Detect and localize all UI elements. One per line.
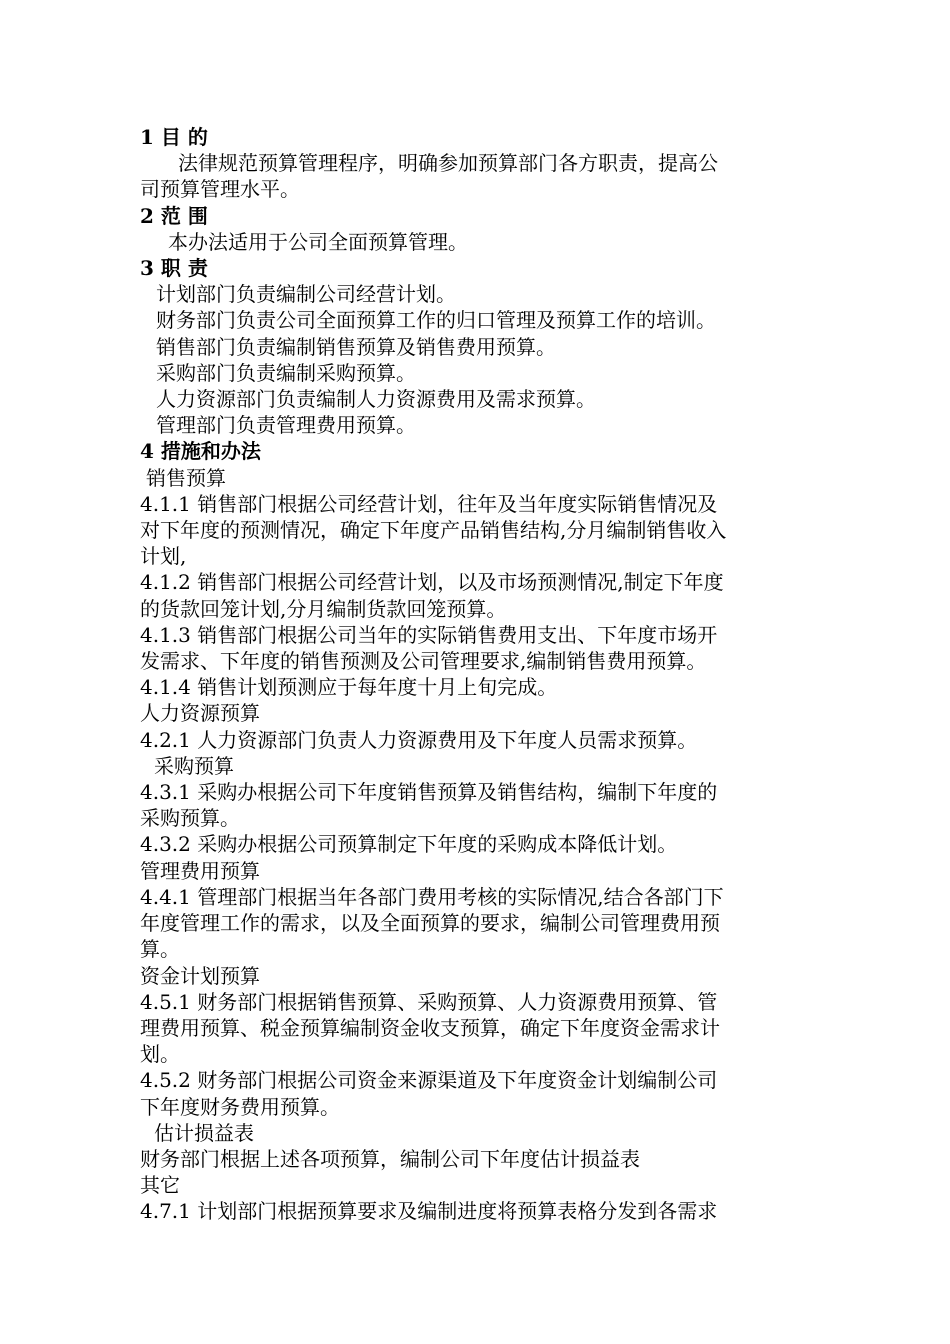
document-body xyxy=(140,124,808,1225)
paragraph-line: 4.1.2 销售部门根据公司经营计划，以及市场预测情况,制定下年度 xyxy=(140,570,724,595)
paragraph-line: 4.1.3 销售部门根据公司当年的实际销售费用支出、下年度市场开 xyxy=(140,622,718,647)
subsection-heading: 销售预算 xyxy=(146,465,226,490)
paragraph-line: 4.1.4 销售计划预测应于每年度十月上旬完成。 xyxy=(140,675,558,700)
paragraph-line: 本办法适用于公司全面预算管理。 xyxy=(168,229,468,254)
paragraph-line: 法律规范预算管理程序，明确参加预算部门各方职责，提高公 xyxy=(178,151,718,176)
subsection-heading: 资金计划预算 xyxy=(140,963,260,988)
paragraph-line: 计划, xyxy=(140,544,187,569)
subsection-heading: 其它 xyxy=(140,1173,180,1198)
subsection-heading: 管理费用预算 xyxy=(140,858,260,883)
paragraph-line: 4.5.1 财务部门根据销售预算、采购预算、人力资源费用预算、管 xyxy=(140,989,718,1014)
paragraph-line: 对下年度的预测情况，确定下年度产品销售结构,分月编制销售收入 xyxy=(140,518,727,543)
list-item: 销售部门负责编制销售预算及销售费用预算。 xyxy=(156,334,556,359)
paragraph-line: 4.2.1 人力资源部门负责人力资源费用及下年度人员需求预算。 xyxy=(140,727,698,752)
paragraph-line: 4.3.2 采购办根据公司预算制定下年度的采购成本降低计划。 xyxy=(140,832,678,857)
paragraph-line: 4.5.2 财务部门根据公司资金来源渠道及下年度资金计划编制公司 xyxy=(140,1068,718,1093)
paragraph-line: 采购预算。 xyxy=(140,806,240,831)
paragraph-line: 4.4.1 管理部门根据当年各部门费用考核的实际情况,结合各部门下 xyxy=(140,884,724,909)
list-item: 人力资源部门负责编制人力资源费用及需求预算。 xyxy=(156,387,596,412)
section-heading-purpose: 1 目 的 xyxy=(140,125,208,149)
list-item: 计划部门负责编制公司经营计划。 xyxy=(156,282,456,307)
subsection-heading: 估计损益表 xyxy=(154,1120,254,1145)
paragraph-line: 司预算管理水平。 xyxy=(140,177,300,202)
paragraph-line: 4.3.1 采购办根据公司下年度销售预算及销售结构，编制下年度的 xyxy=(140,780,718,805)
section-heading-measures: 4 措施和办法 xyxy=(140,439,261,464)
paragraph-line: 财务部门根据上述各项预算，编制公司下年度估计损益表 xyxy=(140,1146,640,1171)
subsection-heading: 采购预算 xyxy=(154,753,234,778)
paragraph-line: 的货款回笼计划,分月编制货款回笼预算。 xyxy=(140,596,507,621)
paragraph-line: 4.1.1 销售部门根据公司经营计划，往年及当年度实际销售情况及 xyxy=(140,491,718,516)
paragraph-line: 理费用预算、税金预算编制资金收支预算，确定下年度资金需求计 xyxy=(140,1015,720,1040)
list-item: 采购部门负责编制采购预算。 xyxy=(156,360,416,385)
subsection-heading: 人力资源预算 xyxy=(140,701,260,726)
paragraph-line: 4.7.1 计划部门根据预算要求及编制进度将预算表格分发到各需求 xyxy=(140,1199,718,1224)
section-heading-scope: 2 范 围 xyxy=(140,203,208,228)
paragraph-line: 发需求、下年度的销售预测及公司管理要求,编制销售费用预算。 xyxy=(140,649,707,674)
list-item: 财务部门负责公司全面预算工作的归口管理及预算工作的培训。 xyxy=(156,308,716,333)
paragraph-line: 年度管理工作的需求，以及全面预算的要求，编制公司管理费用预 xyxy=(140,911,720,936)
list-item: 管理部门负责管理费用预算。 xyxy=(156,413,416,438)
paragraph-line: 下年度财务费用预算。 xyxy=(140,1094,340,1119)
paragraph-line: 算。 xyxy=(140,937,180,962)
paragraph-line: 划。 xyxy=(140,1042,180,1067)
section-heading-duties: 3 职 责 xyxy=(140,256,208,281)
